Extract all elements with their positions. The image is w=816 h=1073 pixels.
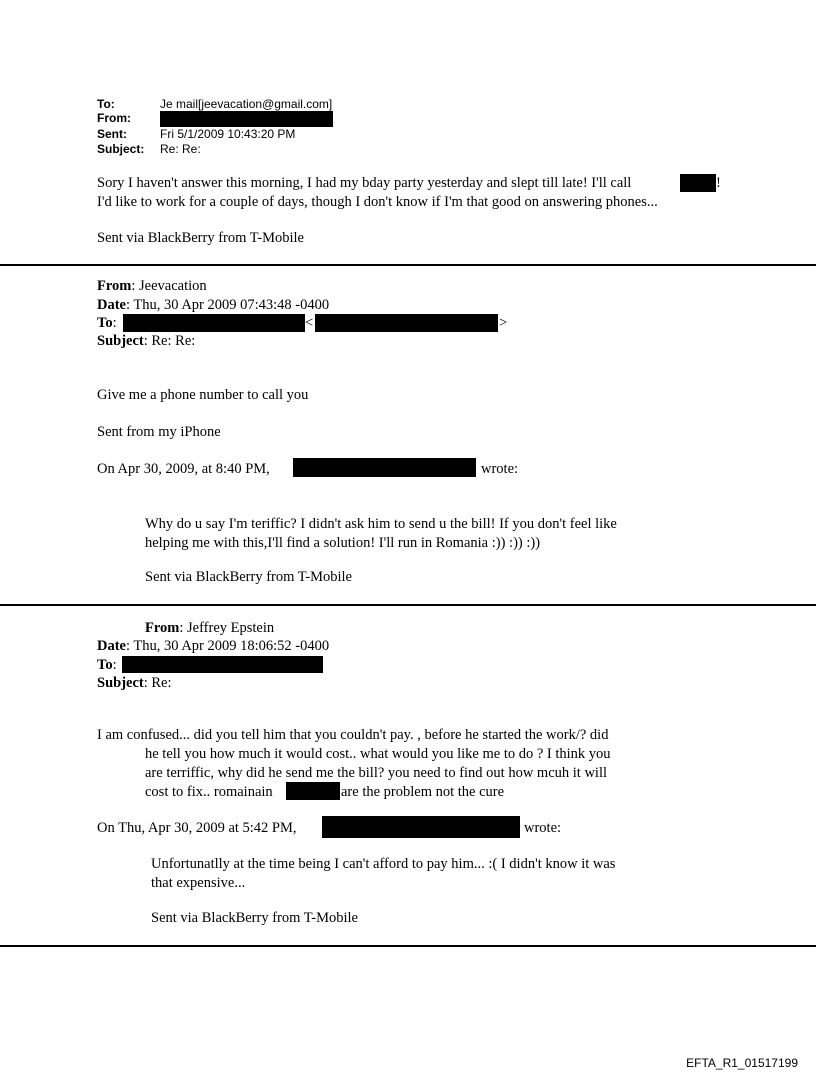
msg3-wrote-prefix: On Thu, Apr 30, 2009 at 5:42 PM, [97, 820, 297, 836]
msg3-date-value: : Thu, 30 Apr 2009 18:06:52 -0400 [126, 638, 330, 654]
msg2-from-value: : Jeevacation [131, 278, 207, 294]
msg2-body: Give me a phone number to call you [97, 387, 309, 403]
msg2-wrote-prefix: On Apr 30, 2009, at 8:40 PM, [97, 461, 270, 477]
divider [0, 264, 816, 266]
msg3-date-label: Date [97, 638, 126, 654]
msg1-line1-tail: ! [716, 175, 721, 191]
sent-label: Sent: [97, 127, 127, 141]
msg2-subject-value: : Re: Re: [143, 333, 196, 349]
msg3-wrote-suffix: wrote: [524, 820, 562, 836]
divider [0, 604, 816, 606]
msg2-quote-signature: Sent via BlackBerry from T-Mobile [145, 569, 352, 585]
msg3-body-line4-a: cost to fix.. romainain [145, 784, 273, 800]
msg2-quote-line2: helping me with this,I'll find a solution! I'll run in Romania :)) :)) :)) [145, 535, 541, 551]
msg2-from-label: From [97, 278, 132, 294]
msg1-signature: Sent via BlackBerry from T-Mobile [97, 230, 304, 246]
document-id: EFTA_R1_01517199 [686, 1056, 798, 1070]
msg2-from [97, 278, 207, 295]
msg3-from-value: : Jeffrey Epstein [179, 620, 275, 636]
msg3-date [97, 638, 329, 655]
msg2-signature: Sent from my iPhone [97, 424, 221, 440]
msg3-body-line1: I am confused... did you tell him that you couldn't pay. , before he started the work/? did [97, 727, 609, 743]
msg2-subject-label: Subject [97, 333, 144, 349]
msg1-line1: Sory I haven't answer this morning, I had my bday party yesterday and slept till late! I'll call [97, 175, 632, 191]
subject-label: Subject: [97, 142, 145, 156]
msg2-gt: > [499, 315, 508, 331]
msg3-quote-signature: Sent via BlackBerry from T-Mobile [151, 910, 358, 926]
divider [0, 945, 816, 947]
redaction-box [680, 174, 716, 192]
msg3-to [97, 657, 117, 674]
to-label: To: [97, 97, 115, 111]
msg3-body-line4-b: are the problem not the cure [341, 784, 505, 800]
msg2-to-value: : [112, 315, 117, 331]
msg2-subject [97, 333, 195, 350]
msg2-to-label: To [97, 315, 113, 331]
msg3-to-value: : [112, 657, 117, 673]
msg3-quote-line2: that expensive... [151, 875, 246, 891]
redaction-box [315, 314, 498, 332]
msg3-to-label: To [97, 657, 113, 673]
msg3-body-line2: he tell you how much it would cost.. what would you like me to do ? I think you [145, 746, 611, 762]
from-label: From: [97, 111, 131, 125]
redaction-box [160, 111, 333, 127]
msg2-date-value: : Thu, 30 Apr 2009 07:43:48 -0400 [126, 297, 330, 313]
redaction-box [123, 314, 305, 332]
msg3-from-label: From [145, 620, 180, 636]
msg3-quote-line1: Unfortunatlly at the time being I can't afford to pay him... :( I didn't know it was [151, 856, 616, 872]
redaction-box [293, 458, 476, 477]
to-value: Je mail[jeevacation@gmail.com] [160, 97, 333, 111]
msg2-date-label: Date [97, 297, 126, 313]
msg3-from [145, 620, 274, 637]
redaction-box [322, 816, 520, 838]
msg1-line2: I'd like to work for a couple of days, though I don't know if I'm that good on answering phones... [97, 194, 658, 210]
msg2-date [97, 297, 329, 314]
msg2-to [97, 315, 117, 332]
msg2-lt: < [305, 315, 314, 331]
msg3-subject [97, 675, 172, 692]
redaction-box [286, 782, 340, 800]
sent-value: Fri 5/1/2009 10:43:20 PM [160, 127, 296, 141]
msg3-subject-value: : Re: [143, 675, 172, 691]
redaction-box [122, 656, 323, 673]
msg3-subject-label: Subject [97, 675, 144, 691]
subject-value: Re: Re: [160, 142, 201, 156]
msg2-wrote-suffix: wrote: [481, 461, 519, 477]
msg3-body-line3: are terriffic, why did he send me the bill? you need to find out how mcuh it will [145, 765, 608, 781]
msg2-quote-line1: Why do u say I'm teriffic? I didn't ask him to send u the bill! If you don't feel like [145, 516, 617, 532]
